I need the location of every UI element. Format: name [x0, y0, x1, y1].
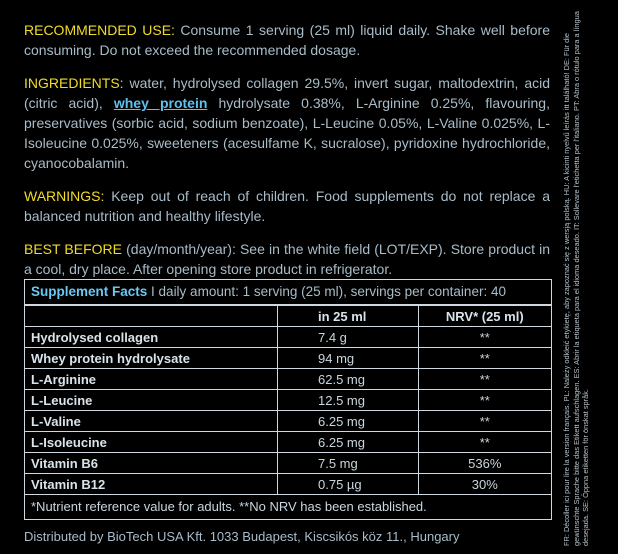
- nutrient-name: L-Arginine: [25, 369, 278, 390]
- best-before-label: BEST BEFORE: [24, 241, 123, 257]
- ingredients-section: [24, 73, 550, 173]
- recommended-use-text: Consume 1 serving (25 ml) liquid daily. Shake well before consuming. Do not exceed the recommended dosage.: [24, 22, 550, 58]
- supplement-facts-subtitle: daily amount: 1 serving (25 ml), servings per container: 40: [158, 284, 506, 299]
- nutrient-name: L-Leucine: [25, 390, 278, 411]
- supplement-facts-title: Supplement Facts: [31, 284, 148, 299]
- whey-protein-highlight: whey protein: [113, 95, 208, 111]
- nutrient-amount: 12.5 mg: [278, 390, 419, 411]
- header-nrv-cell: NRV* (25 ml): [418, 306, 551, 327]
- recommended-use-section: [24, 20, 550, 60]
- supplement-facts-header: [25, 280, 551, 305]
- nutrient-nrv: **: [418, 327, 551, 348]
- supplement-facts-footnote: *Nutrient reference value for adults. **No NRV has been established.: [25, 494, 551, 519]
- best-before-section: [24, 239, 550, 279]
- nutrient-amount: 94 mg: [278, 348, 419, 369]
- supplement-facts-panel: [24, 279, 552, 520]
- nutrient-amount: 7.5 mg: [278, 453, 419, 474]
- nutrient-name: L-Isoleucine: [25, 432, 278, 453]
- supplement-facts-table: [25, 305, 551, 494]
- nutrient-nrv: 30%: [418, 474, 551, 495]
- nutrient-nrv: **: [418, 348, 551, 369]
- nutrient-amount: 6.25 mg: [278, 411, 419, 432]
- nutrient-nrv: **: [418, 390, 551, 411]
- distributor-line: Distributed by BioTech USA Kft. 1033 Budapest, Kiscsikós köz 11., Hungary: [24, 529, 460, 544]
- table-row: [25, 327, 551, 348]
- table-row: [25, 390, 551, 411]
- label-text-block: [24, 20, 550, 292]
- table-header-row: [25, 306, 551, 327]
- table-row: [25, 474, 551, 495]
- best-before-text: (day/month/year): See in the white field (LOT/EXP). Store product in a cool, dry place. After opening store product in refrigerator.: [24, 241, 550, 277]
- table-row: [25, 411, 551, 432]
- nutrient-name: L-Valine: [25, 411, 278, 432]
- table-row: [25, 348, 551, 369]
- nutrient-amount: 6.25 mg: [278, 432, 419, 453]
- nutrient-nrv: **: [418, 432, 551, 453]
- nutrient-nrv: 536%: [418, 453, 551, 474]
- warnings-section: [24, 186, 550, 226]
- nutrient-name: Vitamin B12: [25, 474, 278, 495]
- nutrient-amount: 7.4 g: [278, 327, 419, 348]
- nutrient-amount: 0.75 µg: [278, 474, 419, 495]
- header-name-cell: [25, 306, 278, 327]
- language-side-strip: [562, 6, 608, 546]
- ingredients-text-before: water, hydrolysed collagen 29.5%, invert sugar, maltodextrin, acid (citric acid),: [24, 75, 550, 111]
- nutrient-nrv: **: [418, 369, 551, 390]
- warnings-label: WARNINGS:: [24, 188, 105, 204]
- recommended-use-label: RECOMMENDED USE:: [24, 22, 175, 38]
- nutrient-name: Whey protein hydrolysate: [25, 348, 278, 369]
- ingredients-label: INGREDIENTS:: [24, 75, 124, 91]
- nutrient-amount: 62.5 mg: [278, 369, 419, 390]
- header-amount-cell: in 25 ml: [278, 306, 419, 327]
- warnings-text: Keep out of reach of children. Food supplements do not replace a balanced nutrition and healthy lifestyle.: [24, 188, 550, 224]
- nutrient-name: Vitamin B6: [25, 453, 278, 474]
- table-row: [25, 369, 551, 390]
- supplement-facts-separator: I: [147, 284, 159, 299]
- nutrient-nrv: **: [418, 411, 551, 432]
- language-instructions-text: FR: Décoller ici pour lire la version français. PL: Należy odkleić etykietę, aby zapoznać się z wersją polską. HU: A kicinti nyelvű leírás itt található! DE: Für die gewünschte Sprache bitte das Etikett aufschlagen. ES: Abrir la etiqueta para el idioma deseado. IT: Sollevare l'etichetta per l'italiano. PT: Abra o rótulo para a língua desejada. SE: Öppna etiketten för önskat språk.: [562, 11, 590, 546]
- table-row: [25, 453, 551, 474]
- ingredients-text-after: hydrolysate 0.38%, L-Arginine 0.25%, flavouring, preservatives (sorbic acid, sodium benzoate), L-Leucine 0.05%, L-Valine 0.025%, L-Isoleucine 0.025%, sweeteners (acesulfame K, sucralose), pyridoxine hydrochloride, cyanocobalamin.: [24, 95, 550, 171]
- nutrient-name: Hydrolysed collagen: [25, 327, 278, 348]
- table-row: [25, 432, 551, 453]
